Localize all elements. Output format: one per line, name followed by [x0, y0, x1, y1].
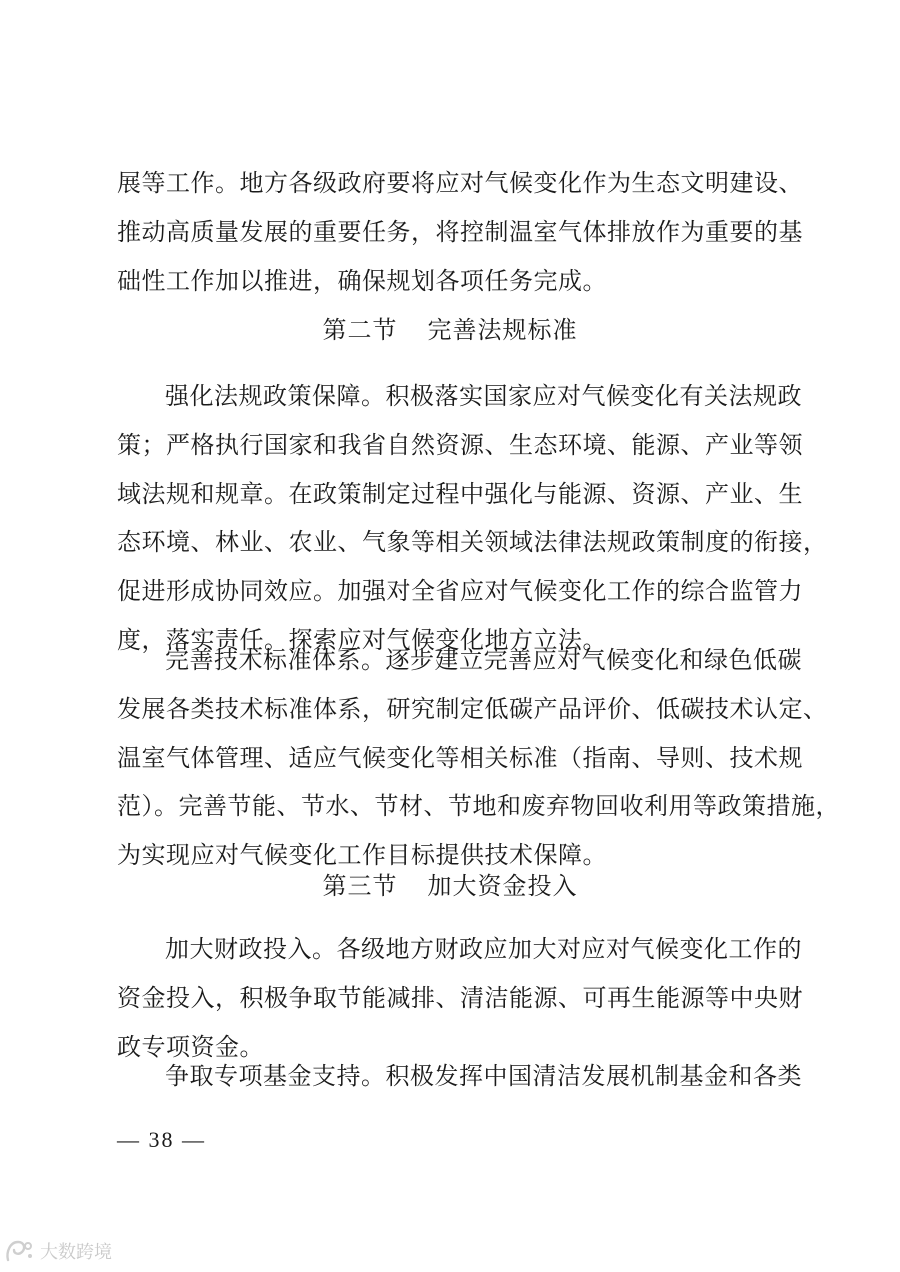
text-line: 策；严格执行国家和我省自然资源、生态环境、能源、产业等领 [117, 430, 803, 459]
section-title: 加大资金投入 [427, 872, 578, 900]
section-number: 第三节 [322, 872, 398, 900]
section-number: 第二节 [322, 316, 398, 344]
text-line: 强化法规政策保障。积极落实国家应对气候变化有关法规政 [165, 382, 802, 410]
text-line: 础性工作加以推进，确保规划各项任务完成。 [117, 266, 607, 295]
paragraph-continuation [117, 159, 803, 305]
watermark [4, 1236, 112, 1266]
text-line: 加大财政投入。各级地方财政应加大对应对气候变化工作的 [165, 935, 802, 963]
text-line: 为实现应对气候变化工作目标提供技术保障。 [117, 841, 607, 870]
text-line: 推动高质量发展的重要任务，将控制温室气体排放作为重要的基 [117, 217, 803, 246]
watermark-text: 大数跨境 [40, 1242, 112, 1263]
section-title: 完善法规标准 [427, 316, 578, 344]
text-line: 度，落实责任。探索应对气候变化地方立法。 [117, 625, 607, 654]
text-line: 域法规和规章。在政策制定过程中强化与能源、资源、产业、生 [117, 479, 803, 508]
paragraph-laws-policy [117, 372, 828, 665]
paragraph-tech-standards [117, 636, 840, 880]
section-heading-3 [0, 862, 900, 910]
section-heading-2 [0, 306, 900, 354]
text-line: 促进形成协同效应。加强对全省应对气候变化工作的综合监管力 [117, 577, 803, 606]
text-line: 政专项资金。 [117, 1032, 264, 1061]
text-line: 完善技术标准体系。逐步建立完善应对气候变化和绿色低碳 [165, 646, 802, 674]
brand-logo-icon [4, 1238, 34, 1264]
page-number: — 38 — [117, 1127, 206, 1152]
paragraph-special-funds [117, 1052, 802, 1101]
text-line: 态环境、林业、农业、气象等相关领域法律法规政策制度的衔接， [117, 528, 828, 557]
text-line: 资金投入，积极争取节能减排、清洁能源、可再生能源等中央财 [117, 983, 803, 1012]
text-line: 争取专项基金支持。积极发挥中国清洁发展机制基金和各类 [165, 1062, 802, 1090]
text-line: 范）。完善节能、节水、节材、节地和废弃物回收利用等政策措施， [117, 792, 840, 821]
text-line: 温室气体管理、适应气候变化等相关标准（指南、导则、技术规 [117, 743, 803, 772]
text-line: 发展各类技术标准体系，研究制定低碳产品评价、低碳技术认定、 [117, 694, 828, 723]
text-line: 展等工作。地方各级政府要将应对气候变化作为生态文明建设、 [117, 169, 803, 197]
paragraph-fiscal-input [117, 925, 803, 1071]
